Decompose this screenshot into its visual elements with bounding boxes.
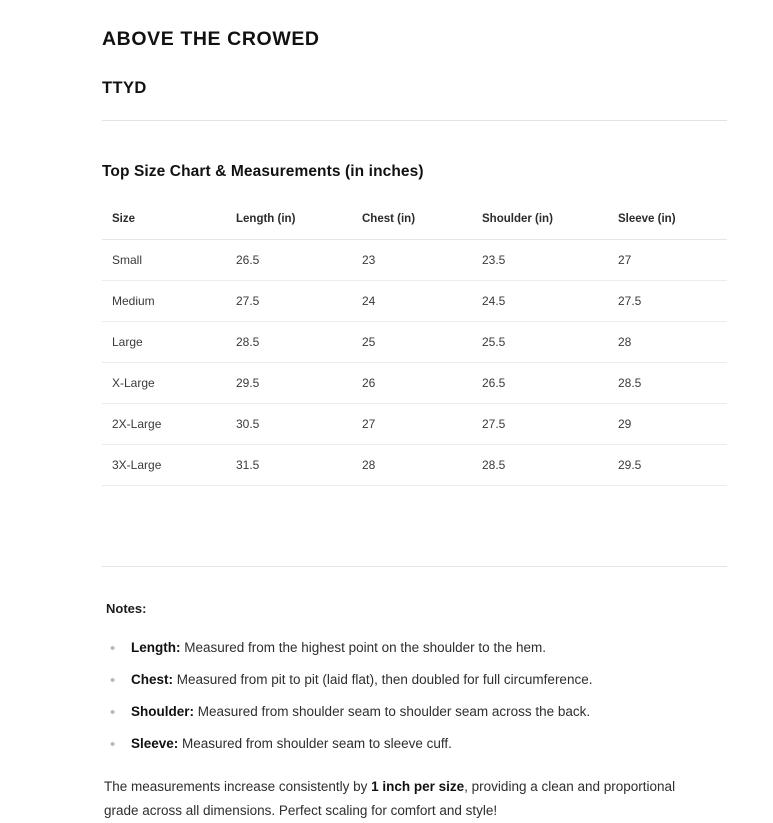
cell-shoulder: 28.5: [472, 445, 608, 486]
list-item: [102, 670, 727, 691]
cell-chest: 25: [352, 322, 472, 363]
closing-before: The measurements increase consistently by: [104, 778, 372, 794]
cell-size: 3X-Large: [102, 445, 226, 486]
cell-length: 31.5: [226, 445, 352, 486]
cell-shoulder: 24.5: [472, 281, 608, 322]
table-header-row: [102, 213, 727, 240]
cell-shoulder: 26.5: [472, 363, 608, 404]
column-header-size: Size: [102, 213, 226, 240]
note-text: Measured from shoulder seam to sleeve cuff.: [178, 735, 452, 751]
size-chart-table: [102, 213, 727, 486]
note-term: Length:: [131, 640, 181, 655]
cell-shoulder: 25.5: [472, 322, 608, 363]
note-term: Chest:: [131, 671, 174, 687]
cell-length: 30.5: [226, 404, 352, 445]
notes-divider: [102, 566, 727, 567]
header-divider: [102, 120, 727, 121]
notes-list: [102, 638, 727, 755]
cell-length: 28.5: [226, 322, 352, 363]
table-row: [102, 281, 727, 322]
cell-length: 27.5: [226, 281, 352, 322]
cell-length: 26.5: [226, 240, 352, 281]
cell-sleeve: 29: [608, 404, 727, 445]
cell-shoulder: 27.5: [472, 404, 608, 445]
cell-size: Large: [102, 322, 226, 363]
cell-size: 2X-Large: [102, 404, 226, 445]
cell-chest: 27: [352, 404, 472, 445]
cell-chest: 24: [352, 281, 472, 322]
note-term: Sleeve:: [131, 735, 179, 751]
table-row: [102, 363, 727, 404]
cell-sleeve: 29.5: [608, 445, 727, 486]
column-header-shoulder: Shoulder (in): [472, 213, 608, 240]
list-item: [102, 638, 727, 659]
column-header-sleeve: Sleeve (in): [608, 213, 727, 240]
note-text: Measured from shoulder seam to shoulder seam across the back.: [194, 703, 591, 719]
cell-sleeve: 28: [608, 322, 727, 363]
closing-after: , providing a clean and proportional grade across all dimensions. Perfect scaling for comfort and style!: [104, 778, 676, 818]
table-row: [102, 445, 727, 486]
list-item: [102, 734, 727, 755]
cell-length: 29.5: [226, 363, 352, 404]
closing-highlight: 1 inch per size: [371, 778, 465, 794]
column-header-chest: Chest (in): [352, 213, 472, 240]
cell-size: Small: [102, 240, 226, 281]
cell-sleeve: 27.5: [608, 281, 727, 322]
table-row: [102, 404, 727, 445]
cell-chest: 23: [352, 240, 472, 281]
cell-chest: 28: [352, 445, 472, 486]
cell-chest: 26: [352, 363, 472, 404]
column-header-length: Length (in): [226, 213, 352, 240]
note-term: Shoulder:: [131, 703, 194, 719]
cell-sleeve: 27: [608, 240, 727, 281]
section-title: Top Size Chart & Measurements (in inches): [102, 163, 424, 180]
note-text: Measured from the highest point on the shoulder to the hem.: [180, 640, 546, 655]
table-row: [102, 240, 727, 281]
cell-size: X-Large: [102, 363, 226, 404]
list-item: [102, 702, 727, 723]
closing-paragraph: [104, 775, 704, 823]
collection-title: TTYD: [102, 79, 147, 97]
note-text: Measured from pit to pit (laid flat), then doubled for full circumference.: [173, 671, 593, 687]
cell-shoulder: 23.5: [472, 240, 608, 281]
cell-sleeve: 28.5: [608, 363, 727, 404]
notes-label: Notes:: [106, 601, 147, 616]
brand-title: ABOVE THE CROWED: [102, 28, 320, 50]
table-row: [102, 322, 727, 363]
cell-size: Medium: [102, 281, 226, 322]
